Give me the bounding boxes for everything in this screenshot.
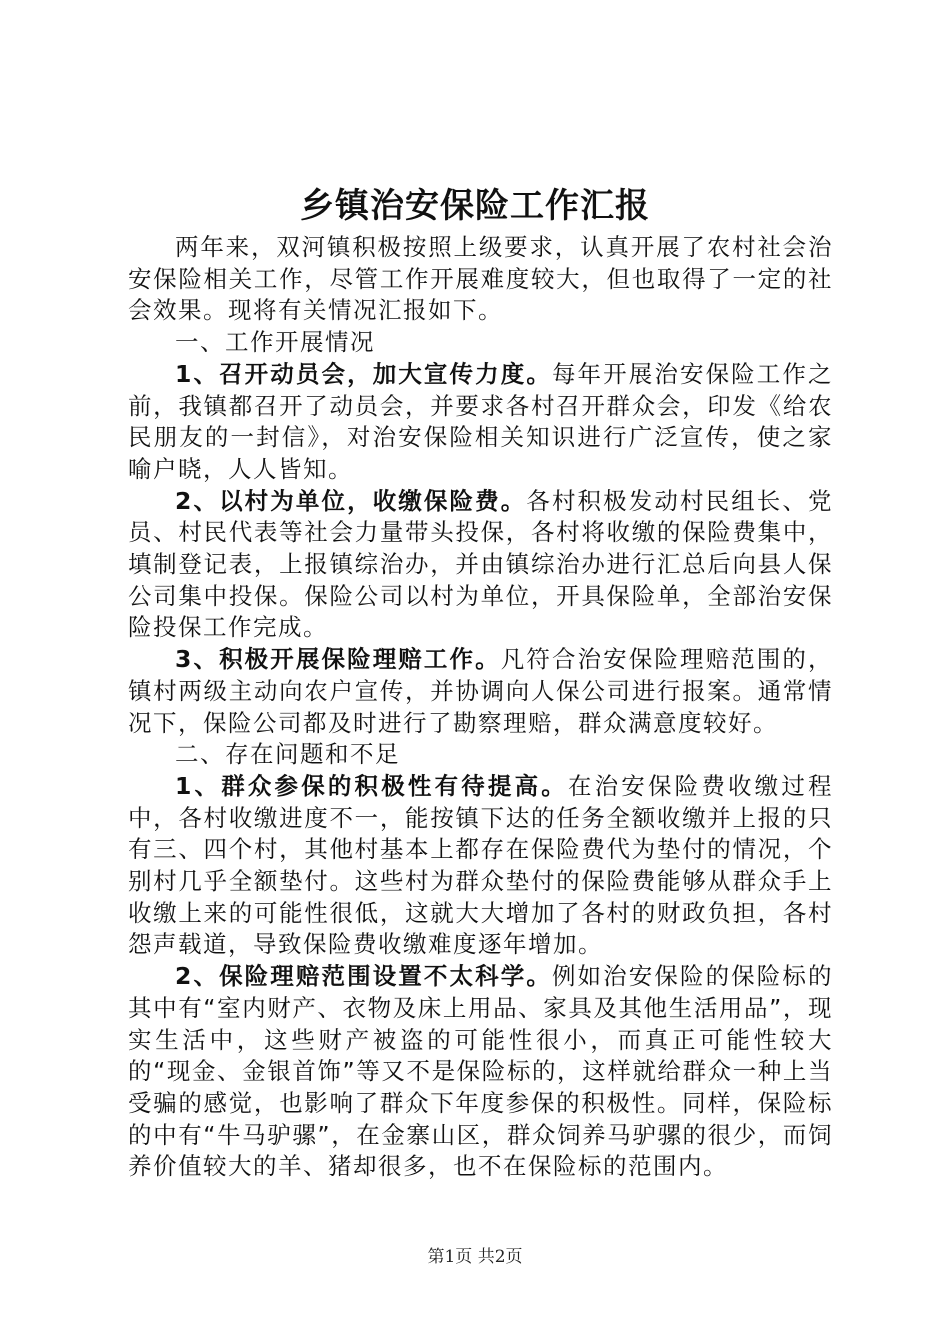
section-heading-2 [128,739,833,771]
paragraph-text: 凡符合治安保险理赔范围的，镇村两级主动向农户宣传，并协调向人保公司进行报案。通常情况下，保险公司都及时进行了勘察理赔，群众满意度较好。 [128,645,834,737]
paragraph-text: 例如治安保险的保险标的其中有“室内财产、衣物及床上用品、家具及其他生活用品”，现实生活中，这些财产被盗的可能性很小，而真正可能性较大的“现金、金银首饰”等又不是保险标的，这样就给群众一种上当受骗的感觉，也影响了群众下年度参保的积极性。同样，保险标的中有“牛马驴骡”，在金寨山区，群众饲养马驴骡的很少，而饲养价值较大的羊、猪却很多，也不在保险标的范围内。 [128,962,833,1181]
paragraph-text: 在治安保险费收缴过程中，各村收缴进度不一，能按镇下达的任务全额收缴并上报的只有三、四个村，其他村基本上都存在保险费代为垫付的情况，个别村几乎全额垫付。这些村为群众垫付的保险费能够从群众手上收缴上来的可能性很低，这就大大增加了各村的财政负担，各村怨声载道，导致保险费收缴难度逐年增加。 [128,771,834,959]
paragraph-text: 一、工作开展情况 [175,328,375,357]
paragraph-text: 每年开展治安保险工作之前，我镇都召开了动员会，并要求各村召开群众会，印发《给农民朋友的一封信》，对治安保险相关知识进行广泛宣传，使之家喻户晓，人人皆知。 [128,359,833,483]
paragraph-item-1-1 [128,359,833,486]
paragraph-lead: 1、群众参保的积极性有待提高。 [175,771,568,800]
page-number: 第1页 共2页 [427,1247,523,1267]
paragraph-lead: 3、积极开展保险理赔工作。 [175,645,501,674]
document-body [128,232,833,1183]
paragraph-lead: 2、保险理赔范围设置不太科学。 [175,962,552,991]
paragraph-text: 各村积极发动村民组长、党员、村民代表等社会力量带头投保，各村将收缴的保险费集中，填制登记表，上报镇综治办，并由镇综治办进行汇总后向县人保公司集中投保。保险公司以村为单位，开具保险单，全部治安保险投保工作完成。 [128,486,834,642]
paragraph-lead: 1、召开动员会，加大宣传力度。 [175,359,552,388]
paragraph-item-2-1 [128,771,833,961]
paragraph-item-1-3 [128,644,833,739]
document-title: 乡镇治安保险工作汇报 [300,186,650,226]
paragraph-item-2-2 [128,961,833,1183]
section-heading-1 [128,327,833,359]
paragraph-item-1-2 [128,486,833,645]
paragraph-text: 二、存在问题和不足 [175,740,400,769]
paragraph-intro [128,232,833,327]
paragraph-text: 两年来，双河镇积极按照上级要求，认真开展了农村社会治安保险相关工作，尽管工作开展难度较大，但也取得了一定的社会效果。现将有关情况汇报如下。 [128,233,833,325]
paragraph-lead: 2、以村为单位，收缴保险费。 [175,486,527,515]
